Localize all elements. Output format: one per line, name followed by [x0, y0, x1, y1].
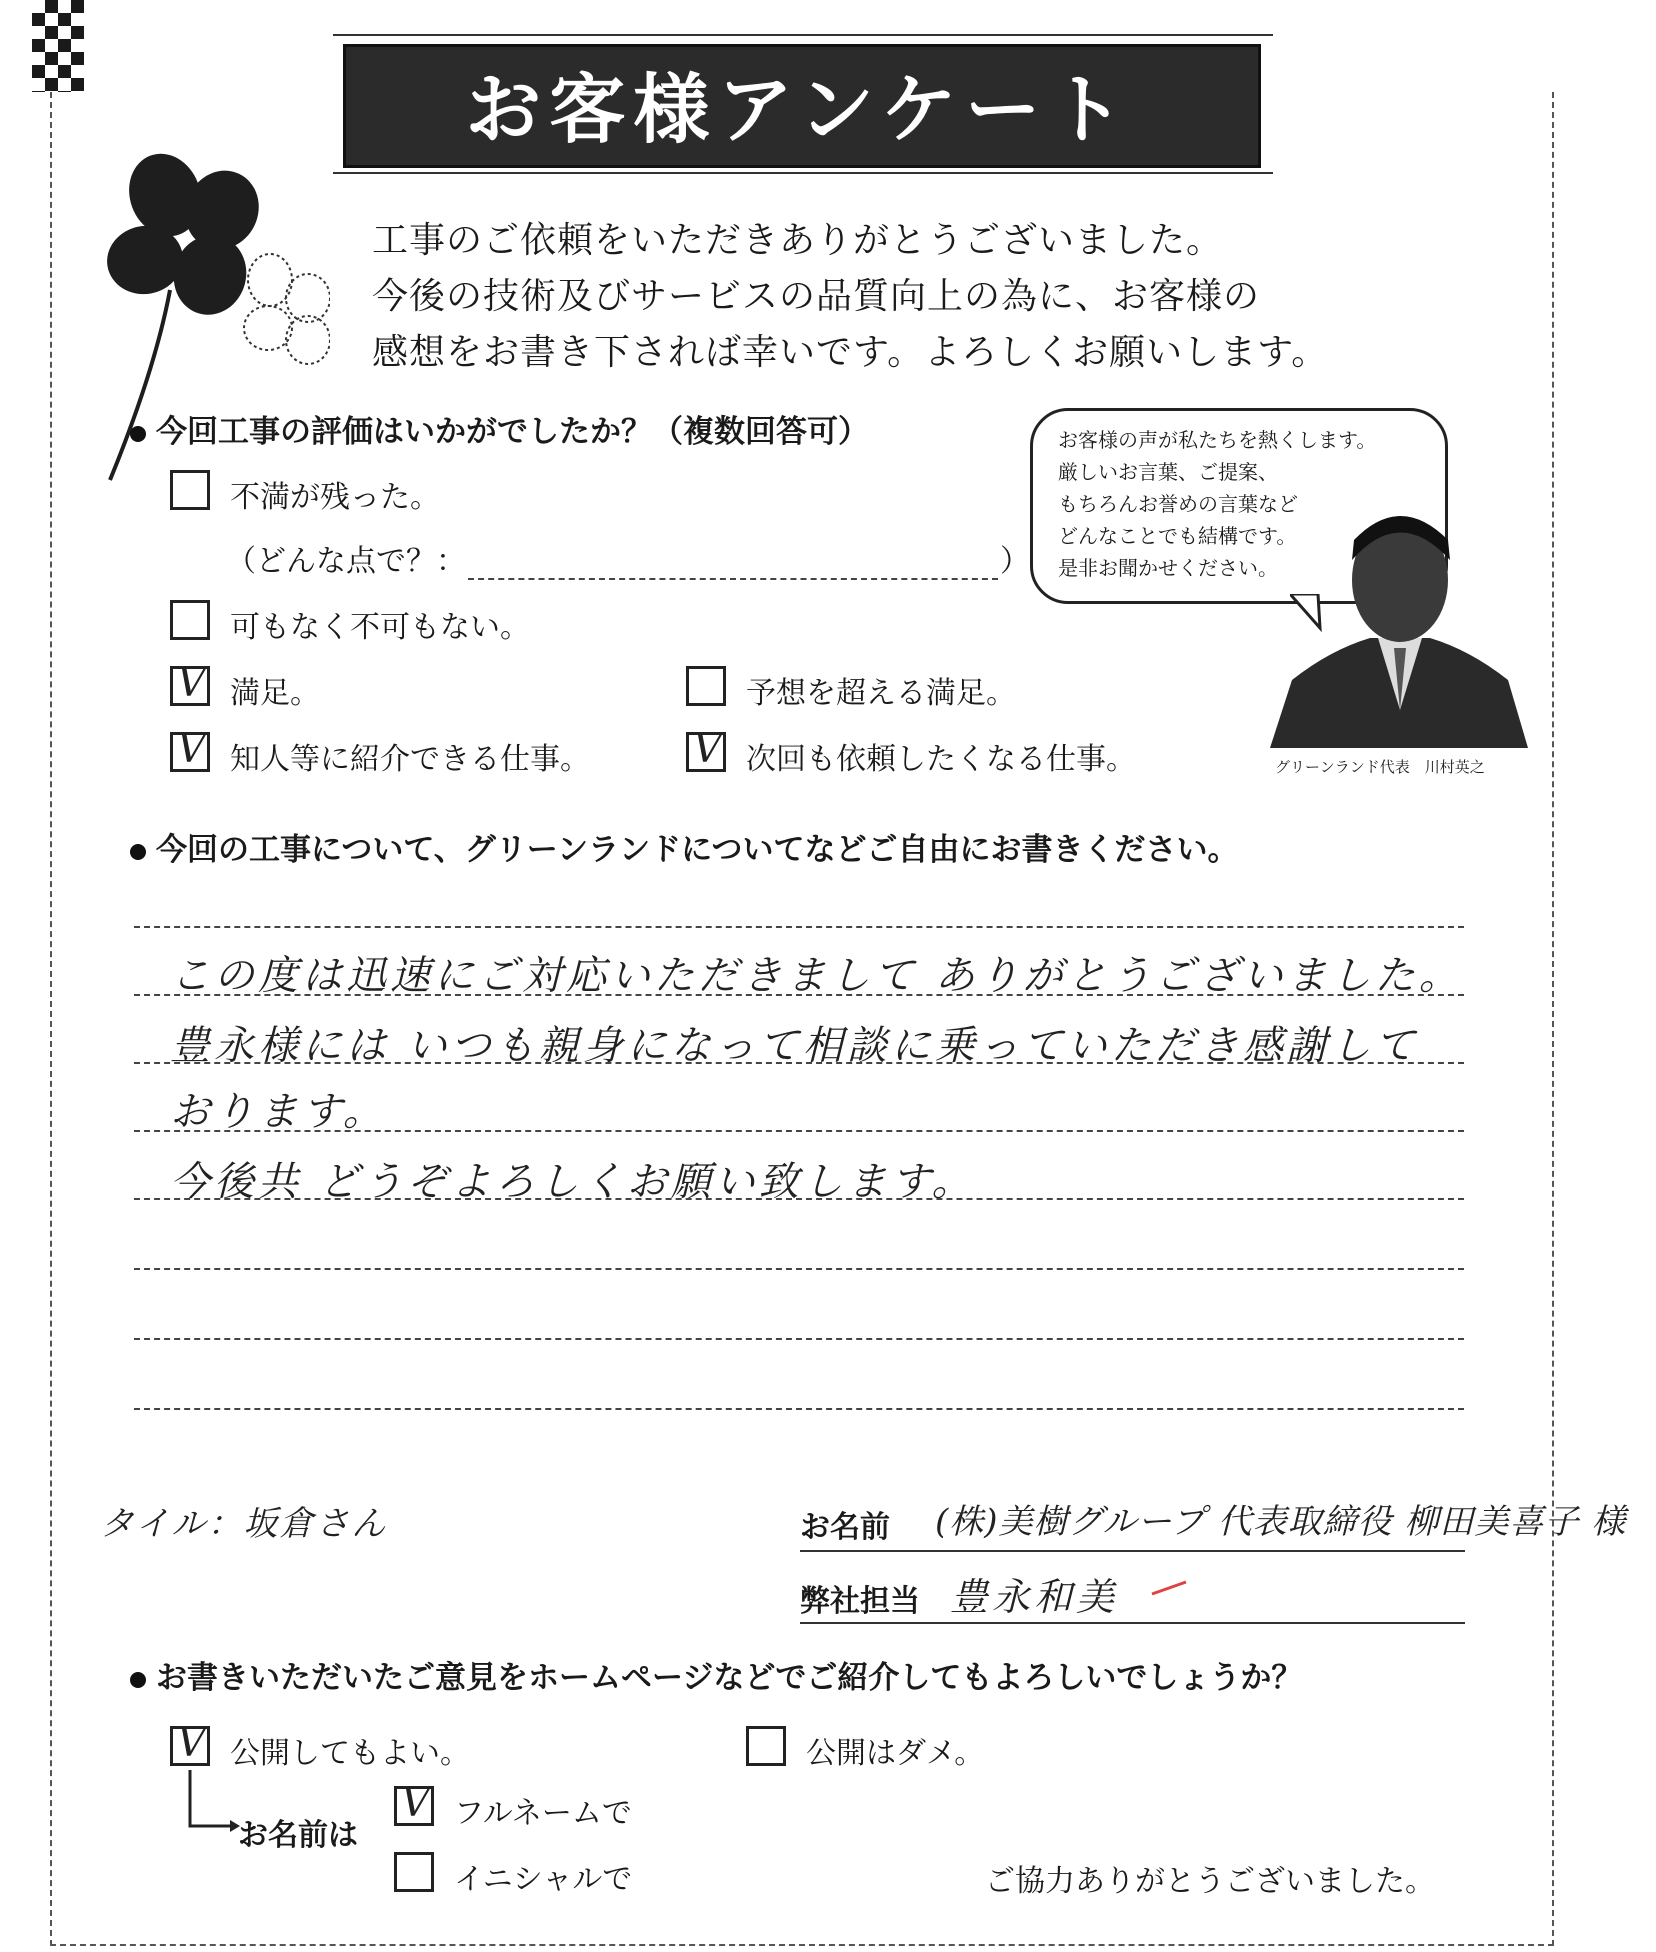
answer-line [134, 926, 1464, 928]
checkbox-publish-ng[interactable] [746, 1726, 786, 1766]
detail-open: （どんな点で？： [226, 544, 466, 579]
handwritten-answer-line: 豊永様には いつも親身になって相談に乗っていただき感謝して [170, 1023, 1419, 1069]
option-recommend: 知人等に紹介できる仕事。 [230, 742, 590, 777]
bubble-line: お客様の声が私たちを熱くします。 [1058, 428, 1377, 452]
bubble-line: 是非お聞かせください。 [1058, 556, 1278, 580]
portrait-photo [1270, 510, 1530, 750]
bullet-icon [130, 1672, 146, 1688]
portrait-caption: グリーンランド代表 川村英之 [1275, 758, 1485, 776]
checkbox-dissatisfied[interactable] [170, 470, 210, 510]
handwritten-answer-line: 今後共 どうぞよろしくお願い致します。 [170, 1159, 976, 1205]
bubble-line: 厳しいお言葉、ご提案、 [1058, 460, 1278, 484]
intro-line: 今後の技術及びサービスの品質向上の為に、お客様の [372, 276, 1261, 317]
staff-value[interactable]: 豊永和美 [950, 1575, 1119, 1619]
checkbox-initial[interactable] [394, 1852, 434, 1892]
question-1 [130, 406, 869, 451]
title-rule [333, 34, 1273, 36]
option-publish-ng: 公開はダメ。 [806, 1736, 985, 1771]
red-tick-mark [1150, 1578, 1190, 1598]
checkbox-neutral[interactable] [170, 600, 210, 640]
checkbox-beyond[interactable] [686, 666, 726, 706]
option-initial: イニシャルで [454, 1862, 633, 1897]
name-label: お名前 [800, 1510, 890, 1545]
question-3-label: お書きいただいたご意見をホームページなどでご紹介してもよろしいでしょうか？ [156, 1660, 1303, 1696]
option-neutral: 可もなく不可もない。 [230, 610, 530, 645]
staff-underline [800, 1622, 1465, 1624]
intro-line: 感想をお書き下されば幸いです。よろしくお願いします。 [372, 332, 1329, 373]
handwritten-answer-line: この度は迅速にご対応いただきまして ありがとうございました。 [170, 953, 1463, 999]
option-publish-ok: 公開してもよい。 [230, 1736, 470, 1771]
option-again: 次回も依頼したくなる仕事。 [746, 742, 1136, 777]
answer-line [134, 1338, 1464, 1340]
option-satisfied: 満足。 [230, 676, 320, 711]
title-rule [333, 172, 1273, 174]
checker-pattern [32, 0, 84, 92]
option-beyond: 予想を超える満足。 [746, 676, 1016, 711]
check-mark: V [693, 726, 722, 772]
handwritten-note: タイル：坂倉さん [100, 1504, 388, 1544]
check-mark: V [177, 660, 206, 706]
arrow-icon [186, 1770, 246, 1840]
question-2-label: 今回の工事について、グリーンランドについてなどご自由にお書きください。 [156, 832, 1239, 868]
check-mark: V [401, 1780, 430, 1826]
thanks-text: ご協力ありがとうございました。 [985, 1864, 1435, 1899]
bullet-icon [130, 426, 146, 442]
check-mark: V [177, 726, 206, 772]
page-title: お客様アンケート [465, 64, 1133, 154]
checkbox-recommend[interactable] [170, 726, 210, 772]
name-format-label: お名前は [238, 1818, 358, 1853]
option-dissatisfied: 不満が残った。 [230, 480, 440, 515]
answer-line [134, 1268, 1464, 1270]
detail-input-line[interactable] [468, 578, 998, 580]
checkbox-satisfied[interactable] [170, 660, 210, 706]
option-fullname: フルネームで [454, 1796, 632, 1831]
checkbox-publish-ok[interactable] [170, 1720, 210, 1766]
bubble-line: どんなことでも結構です。 [1058, 524, 1297, 548]
answer-line [134, 1408, 1464, 1410]
bubble-line: もちろんお誉めの言葉など [1058, 492, 1298, 516]
checkbox-fullname[interactable] [394, 1780, 434, 1826]
question-1-label: 今回工事の評価はいかがでしたか？（複数回答可） [156, 414, 869, 450]
name-value[interactable]: (株)美樹グループ 代表取締役 柳田美喜子 様 [935, 1502, 1627, 1542]
detail-close: ） [1000, 544, 1030, 579]
question-2 [130, 824, 1239, 869]
intro-line: 工事のご依頼をいただきありがとうございました。 [372, 220, 1224, 261]
staff-label: 弊社担当 [800, 1584, 920, 1619]
checkbox-again[interactable] [686, 726, 726, 772]
check-mark: V [177, 1720, 206, 1766]
bullet-icon [130, 844, 146, 860]
handwritten-answer-line: おります。 [170, 1089, 387, 1135]
name-underline [800, 1550, 1465, 1552]
question-3 [130, 1652, 1302, 1697]
